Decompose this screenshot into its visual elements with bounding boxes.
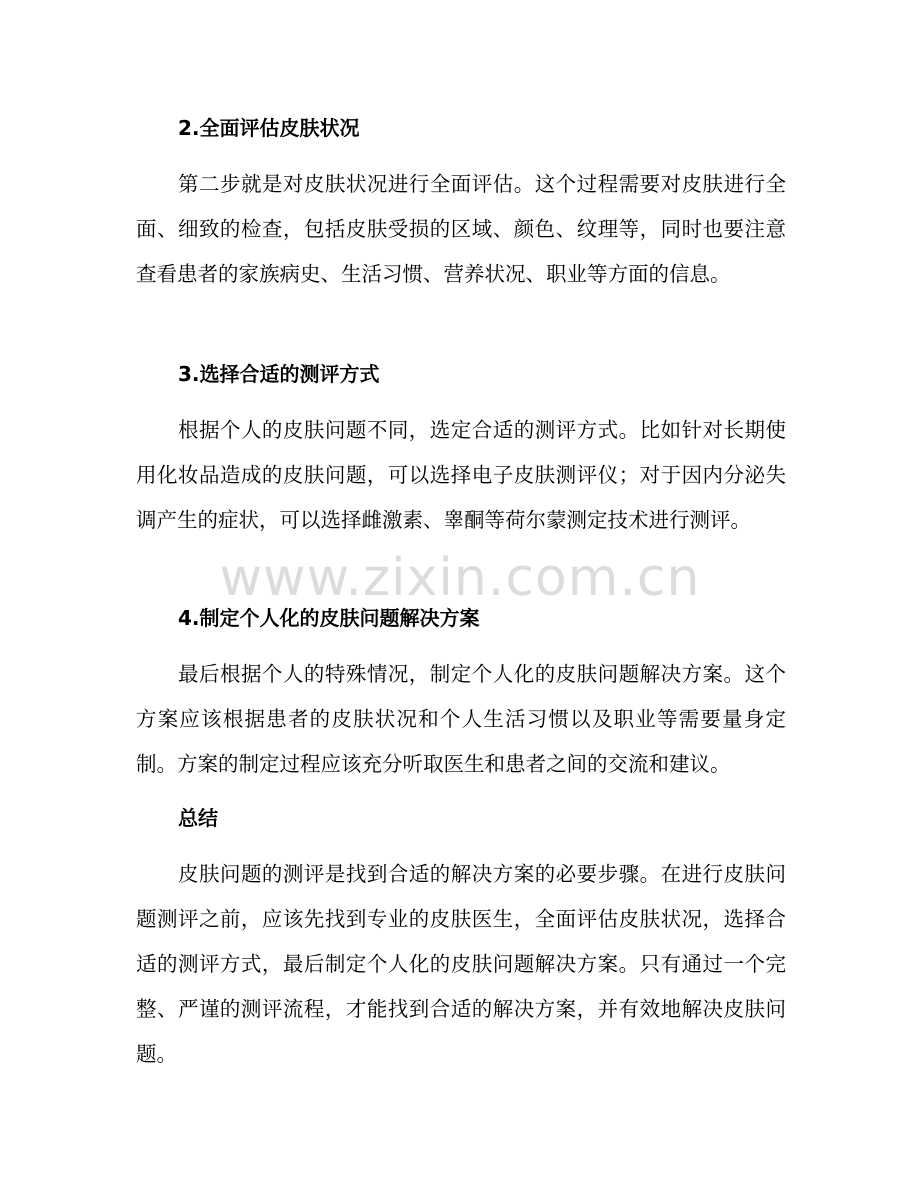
section-heading-method: 3.选择合适的测评方式 [178,362,380,386]
section-heading-assess: 2.全面评估皮肤状况 [178,116,360,140]
section-paragraph-assess: 第二步就是对皮肤状况进行全面评估。这个过程需要对皮肤进行全面、细致的检查，包括皮肤受损的区域、颜色、纹理等，同时也要注意查看患者的家族病史、生活习惯、营养状况、职业等方面的信息。 [136,172,786,286]
section-paragraph-plan: 最后根据个人的特殊情况，制定个人化的皮肤问题解决方案。这个方案应该根据患者的皮肤状况和个人生活习惯以及职业等需要量身定制。方案的制定过程应该充分听取医生和患者之间的交流和建议。 [136,662,786,776]
section-heading-plan: 4.制定个人化的皮肤问题解决方案 [178,606,480,630]
watermark: www.zixin.com.cn [219,548,701,608]
section-heading-summary: 总结 [178,806,218,830]
section-paragraph-summary: 皮肤问题的测评是找到合适的解决方案的必要步骤。在进行皮肤问题测评之前，应该先找到专业的皮肤医生，全面评估皮肤状况，选择合适的测评方式，最后制定个人化的皮肤问题解决方案。只有通过一个完整、严谨的测评流程，才能找到合适的解决方案，并有效地解决皮肤问题。 [136,862,786,1066]
section-paragraph-method: 根据个人的皮肤问题不同，选定合适的测评方式。比如针对长期使用化妆品造成的皮肤问题，可以选择电子皮肤测评仪；对于因内分泌失调产生的症状，可以选择雌激素、睾酮等荷尔蒙测定技术进行测评。 [136,418,786,532]
